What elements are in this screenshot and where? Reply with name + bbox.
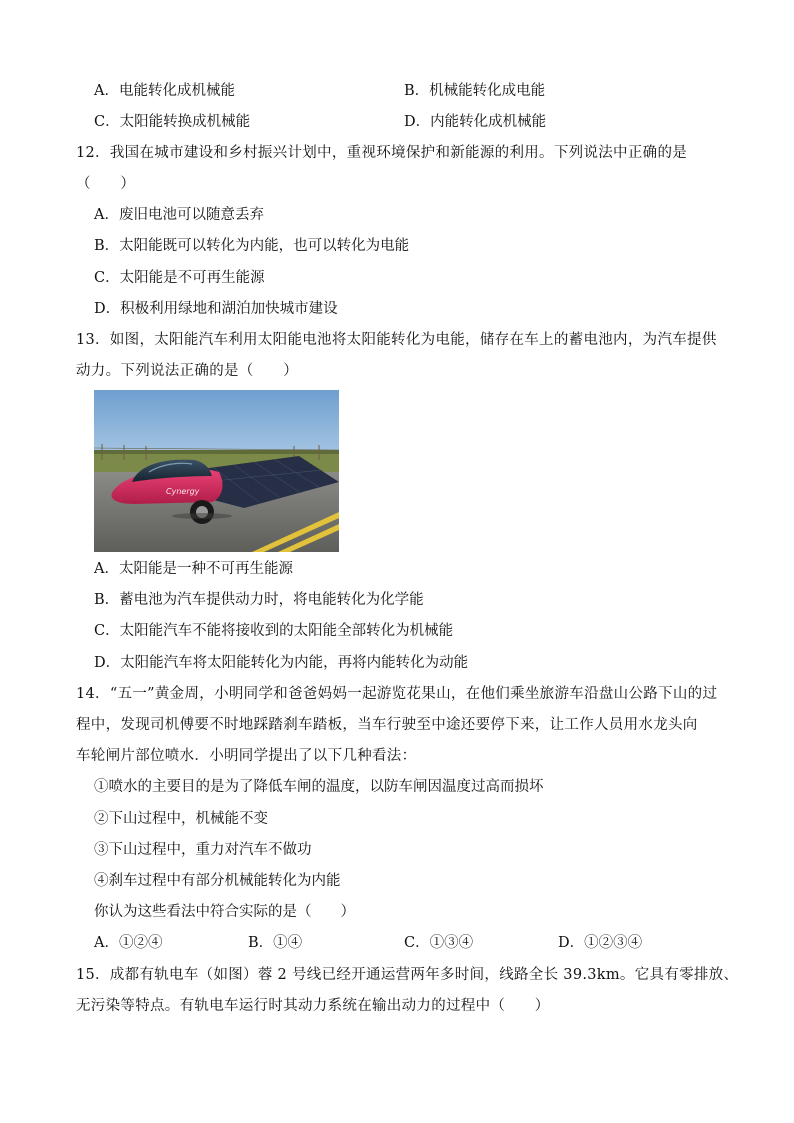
q12-option-d: D．积极利用绿地和湖泊加快城市建设 xyxy=(94,301,338,317)
q15-stem-line-2: 无污染等特点。有轨电车运行时其动力系统在输出动力的过程中（ ） xyxy=(76,998,550,1014)
q12-stem-line-2: （ ） xyxy=(76,176,136,192)
q14-view-3: ③下山过程中，重力对汽车不做功 xyxy=(94,842,312,858)
q14-stem-line-2: 程中，发现司机傅要不时地踩踏刹车踏板，当车行驶至中途还要停下来，让工作人员用水龙头向 xyxy=(76,717,698,733)
q12-option-c: C．太阳能是不可再生能源 xyxy=(94,270,265,286)
q14-question: 你认为这些看法中符合实际的是（ ） xyxy=(94,904,355,920)
q14-option-c: C．①③④ xyxy=(404,935,474,951)
q11-option-d: D．内能转化成机械能 xyxy=(404,114,547,130)
q13-stem-line-1: 13．如图，太阳能汽车利用太阳能电池将太阳能转化为电能，储存在车上的蓄电池内，为汽车提供 xyxy=(76,332,717,348)
q11-option-b: B．机械能转化成电能 xyxy=(404,83,546,99)
car-body-text: Cynergy xyxy=(166,487,200,496)
q14-stem-line-3: 车轮闸片部位喷水．小明同学提出了以下几种看法： xyxy=(76,748,417,764)
q14-stem-line-1: 14．“五一”黄金周，小明同学和爸爸妈妈一起游览花果山，在他们乘坐旅游车沿盘山公路下山的过 xyxy=(76,686,718,702)
q13-option-b: B．蓄电池为汽车提供动力时，将电能转化为化学能 xyxy=(94,592,424,608)
q13-option-c: C．太阳能汽车不能将接收到的太阳能全部转化为机械能 xyxy=(94,623,454,639)
q12-option-a: A．废旧电池可以随意丢弃 xyxy=(94,207,264,223)
q14-option-b: B．①④ xyxy=(248,935,303,951)
q11-option-c: C．太阳能转换成机械能 xyxy=(94,114,251,130)
q13-option-a: A．太阳能是一种不可再生能源 xyxy=(94,561,293,577)
q13-option-d: D．太阳能汽车将太阳能转化为内能，再将内能转化为动能 xyxy=(94,655,469,671)
q13-stem-line-2: 动力。下列说法正确的是（ ） xyxy=(76,363,298,379)
q11-option-a: A．电能转化成机械能 xyxy=(94,83,235,99)
q12-option-b: B．太阳能既可以转化为内能，也可以转化为电能 xyxy=(94,238,410,254)
solar-car-photo xyxy=(94,390,339,552)
q14-view-4: ④刹车过程中有部分机械能转化为内能 xyxy=(94,873,341,889)
q14-option-a: A．①②④ xyxy=(94,935,163,951)
q12-stem-line-1: 12．我国在城市建设和乡村振兴计划中，重视环境保护和新能源的利用。下列说法中正确的是 xyxy=(76,145,688,161)
q14-option-d: D．①②③④ xyxy=(558,935,643,951)
q15-stem-line-1: 15．成都有轨电车（如图）蓉 2 号线已经开通运营两年多时间，线路全长 39.3km。它具有零排放、 xyxy=(76,967,739,983)
q14-view-2: ②下山过程中，机械能不变 xyxy=(94,811,268,827)
q14-view-1: ①喷水的主要目的是为了降低车闸的温度，以防车闸因温度过高而损坏 xyxy=(94,779,544,795)
